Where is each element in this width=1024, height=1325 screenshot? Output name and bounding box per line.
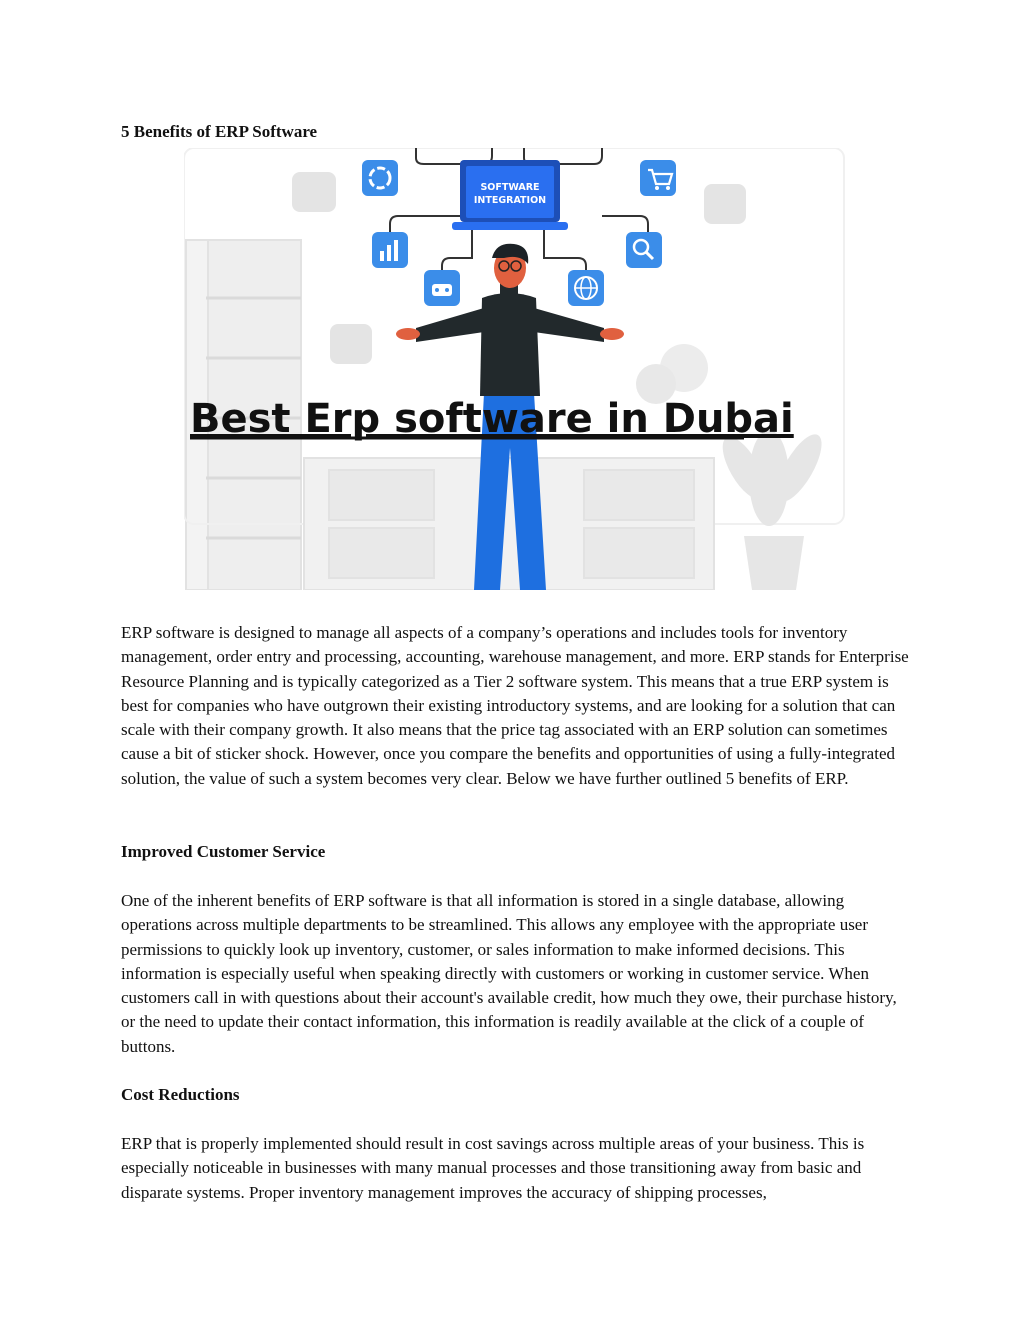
document-title: 5 Benefits of ERP Software xyxy=(121,122,318,141)
cart-icon xyxy=(640,160,676,196)
section-heading-customer-service: Improved Customer Service xyxy=(121,842,326,861)
intro-paragraph: ERP software is designed to manage all aspects of a company’s operations and includes tools for inventory management, order entry and processing, accounting, warehouse management, and more. ERP stands for Enterprise Resource Planning and is typically categorized as a Tier 2 software system. This means that a true ERP system is best for companies who have outgrown their existing introductory systems, and are looking for a solution that can scale with their company growth. It also means that the price tag associated with an ERP solution can sometimes cause a bit of sticker shock. However, once you compare the benefits and opportunities of using a fully-integrated solution, the value of such a system becomes very clear. Below we have further outlined 5 benefits of ERP. xyxy=(121,623,909,788)
bar-chart-icon xyxy=(372,232,408,268)
section-body-cost-reductions: ERP that is properly implemented should result in cost savings across multiple areas of your business. This is especially noticeable in businesses with many manual processes and those transitioning away from basic and disparate systems. Proper inventory management improves the accuracy of shipping processes, xyxy=(121,1134,865,1202)
conveyor-icon xyxy=(424,270,460,306)
erp-illustration xyxy=(184,148,846,590)
hero-illustration xyxy=(184,148,846,590)
cycle-icon xyxy=(362,160,398,196)
hero-caption: Best Erp software in Dubai xyxy=(190,396,794,442)
laptop-label-line1: SOFTWARE xyxy=(480,182,540,193)
section-body-customer-service: One of the inherent benefits of ERP software is that all information is stored in a single database, allowing operations across multiple departments to be streamlined. This allows any employee with the appropriate user permissions to quickly look up inventory, customer, or sales information to make informed decisions. This information is especially useful when speaking directly with customers or working in customer service. When customers call in with questions about their account's available credit, how much they owe, their purchase history, or the need to update their contact information, this information is readily available at the click of a couple of buttons. xyxy=(121,891,897,1056)
laptop-label-line2: INTEGRATION xyxy=(473,195,547,206)
globe-icon xyxy=(568,270,604,306)
section-heading-cost-reductions: Cost Reductions xyxy=(121,1085,240,1104)
search-icon xyxy=(626,232,662,268)
